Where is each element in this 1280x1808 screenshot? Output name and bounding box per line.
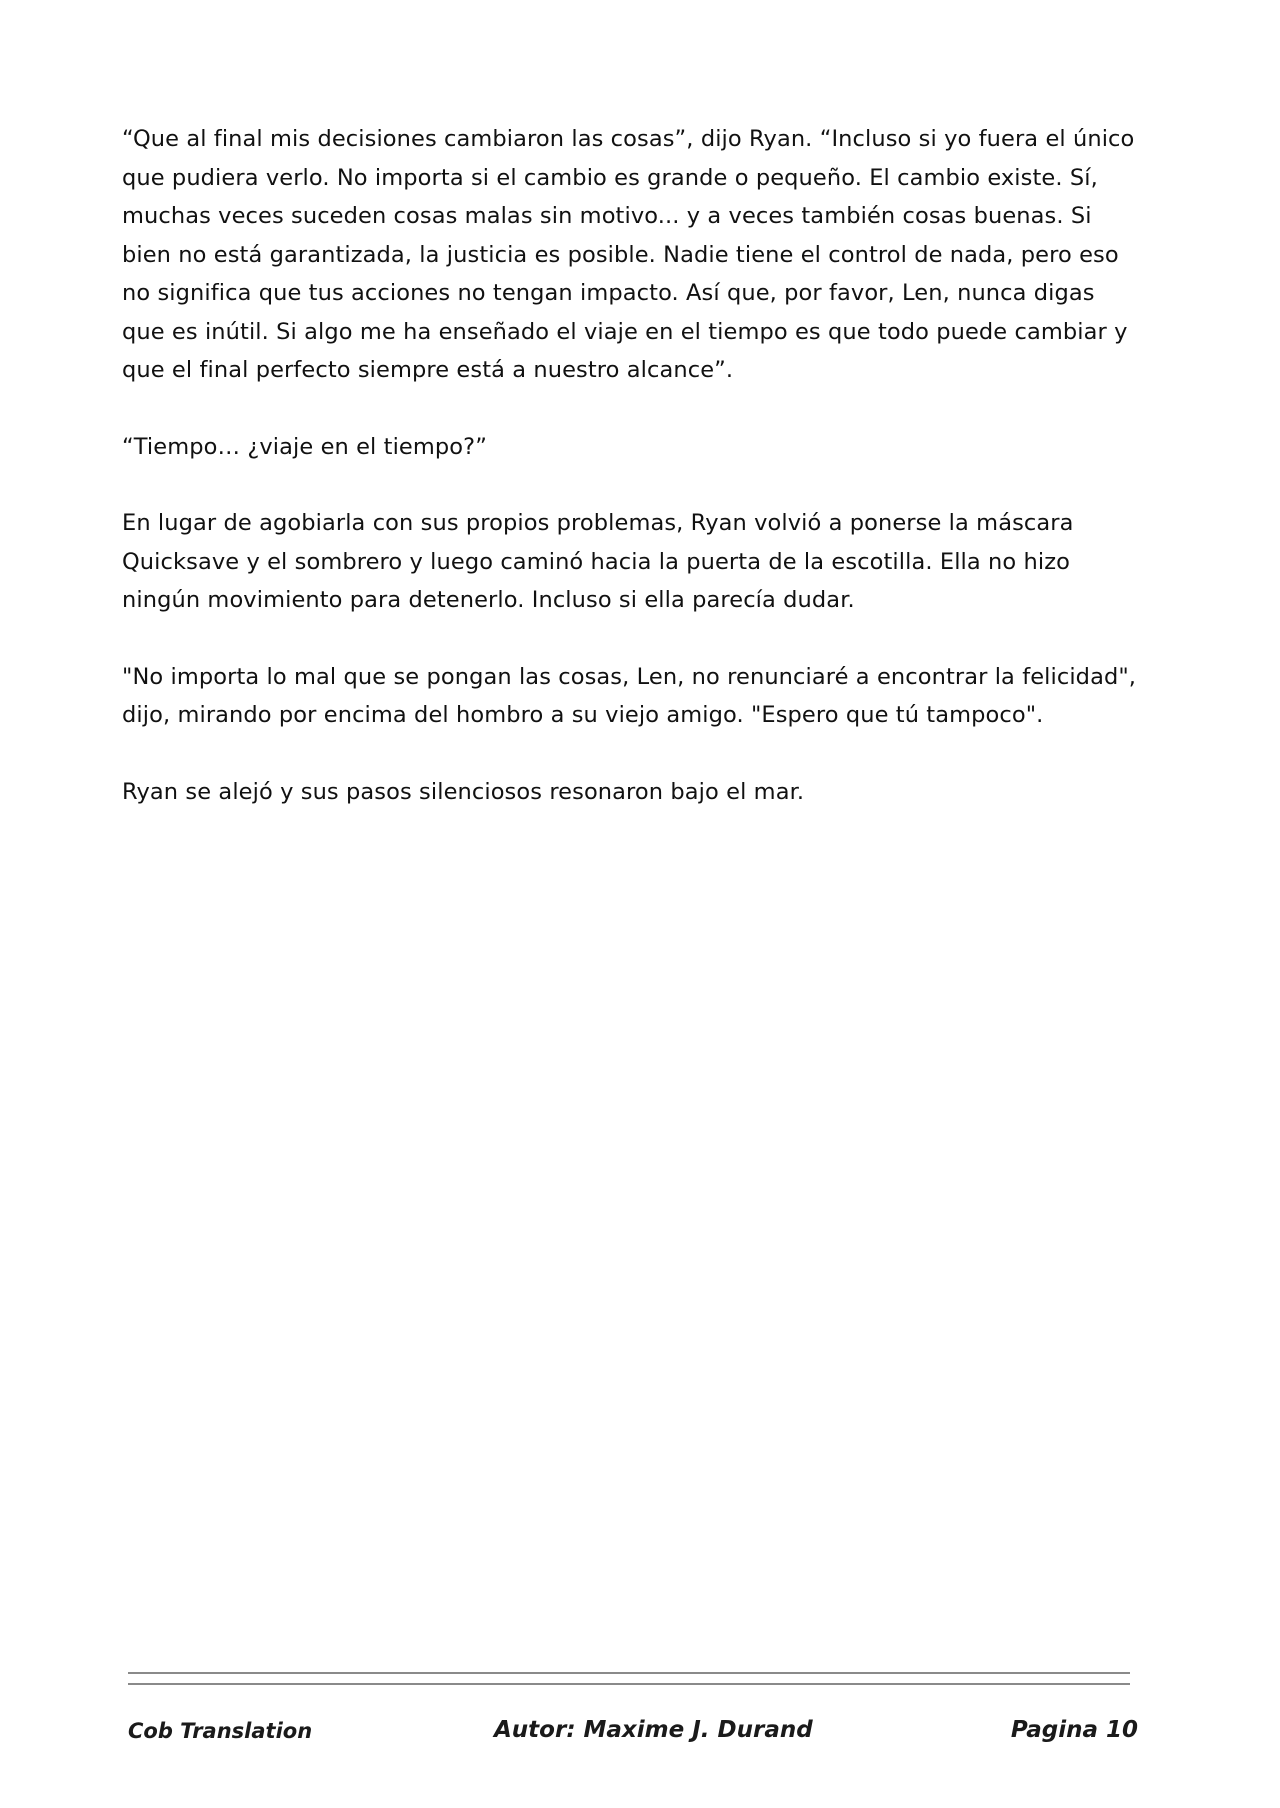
footer-translator: Cob Translation: [128, 1719, 313, 1743]
page-footer: [128, 1713, 1138, 1749]
footer-author: Autor: Maxime J. Durand: [494, 1717, 813, 1743]
footer-rule-top: [128, 1672, 1130, 1674]
paragraph-5: Ryan se alejó y sus pasos silenciosos resonaron bajo el mar.: [122, 778, 805, 805]
footer-divider: [128, 1672, 1130, 1694]
paragraph-2: “Tiempo… ¿viaje en el tiempo?”: [122, 433, 487, 460]
document-body: [122, 120, 1142, 849]
footer-page-number: Pagina 10: [1010, 1717, 1138, 1743]
footer-rule-bottom: [128, 1683, 1130, 1685]
paragraph-3: En lugar de agobiarla con sus propios problemas, Ryan volvió a ponerse la máscara Quicksave y el sombrero y luego caminó hacia la puerta de la escotilla. Ella no hizo ningún movimiento para detenerlo. Incluso si ella parecía dudar.: [122, 510, 1074, 613]
paragraph-1: “Que al final mis decisiones cambiaron las cosas”, dijo Ryan. “Incluso si yo fuera el único que pudiera verlo. No importa si el cambio es grande o pequeño. El cambio existe. Sí, muchas veces suceden cosas malas sin motivo... y a veces también cosas buenas. Si bien no está garantizada, la justicia es posible. Nadie tiene el control de nada, pero eso no significa que tus acciones no tengan impacto. Así que, por favor, Len, nunca digas que es inútil. Si algo me ha enseñado el viaje en el tiempo es que todo puede cambiar y que el final perfecto siempre está a nuestro alcance”.: [122, 126, 1135, 383]
paragraph-4: "No importa lo mal que se pongan las cosas, Len, no renunciaré a encontrar la felicidad", dijo, mirando por encima del hombro a su viejo amigo. "Espero que tú tampoco".: [122, 663, 1137, 728]
